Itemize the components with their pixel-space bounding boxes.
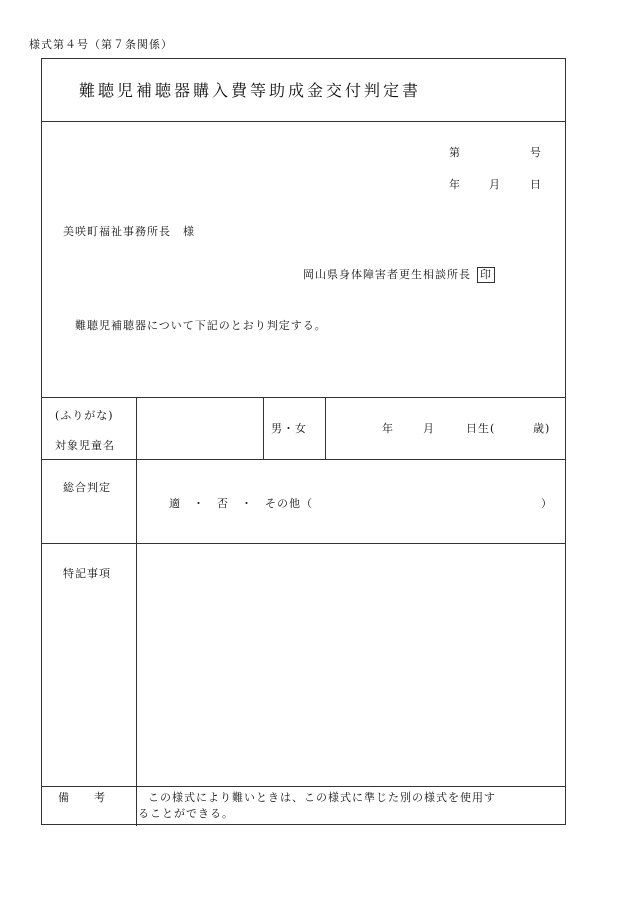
child-name-field[interactable] [138,399,261,457]
child-name-label: 対象児童名 [55,439,115,452]
age-suffix: 歳) [533,422,551,435]
birth-year: 年 [382,422,394,435]
form-title: 難聴児補聴器購入費等助成金交付判定書 [79,81,422,100]
sex-column-left-divider [263,397,264,459]
birth-month: 月 [423,422,435,435]
sex-column-right-divider [325,397,326,459]
body-divider [42,397,565,398]
issuer-name: 岡山県身体障害者更生相談所長 [303,268,471,281]
remarks-label: 備 考 [58,791,106,804]
date-day: 日 [530,178,542,191]
overall-label: 総合判定 [63,481,111,494]
date-month: 月 [489,178,501,191]
furigana-label: (ふりがな) [55,409,114,422]
sex-options[interactable]: 男・女 [271,422,307,435]
notes-row-divider [42,786,565,787]
name-row-divider [42,459,565,460]
overall-options[interactable]: 適 ・ 否 ・ その他（ [169,497,313,510]
title-divider [42,121,565,122]
label-column-divider [136,397,137,826]
overall-row-divider [42,543,565,544]
body-text: 難聴児補聴器について下記のとおり判定する。 [75,319,327,332]
form-frame [41,58,566,825]
number-prefix: 第 [449,146,461,159]
date-year: 年 [449,178,461,191]
remarks-text-line1: この様式により難いときは、この様式に準じた別の様式を使用す [148,791,496,804]
notes-label: 特記事項 [63,567,111,580]
number-suffix: 号 [530,146,542,159]
remarks-text-line2: ることができる。 [138,807,234,820]
form-number: 様式第４号（第７条関係） [29,38,173,51]
overall-close: ） [541,497,553,510]
recipient: 美咲町福祉事務所長 様 [63,225,195,238]
notes-field[interactable] [138,545,565,784]
birth-day-age: 日生( [466,422,496,435]
issuer [303,266,495,283]
seal-stamp: 印 [477,267,495,283]
